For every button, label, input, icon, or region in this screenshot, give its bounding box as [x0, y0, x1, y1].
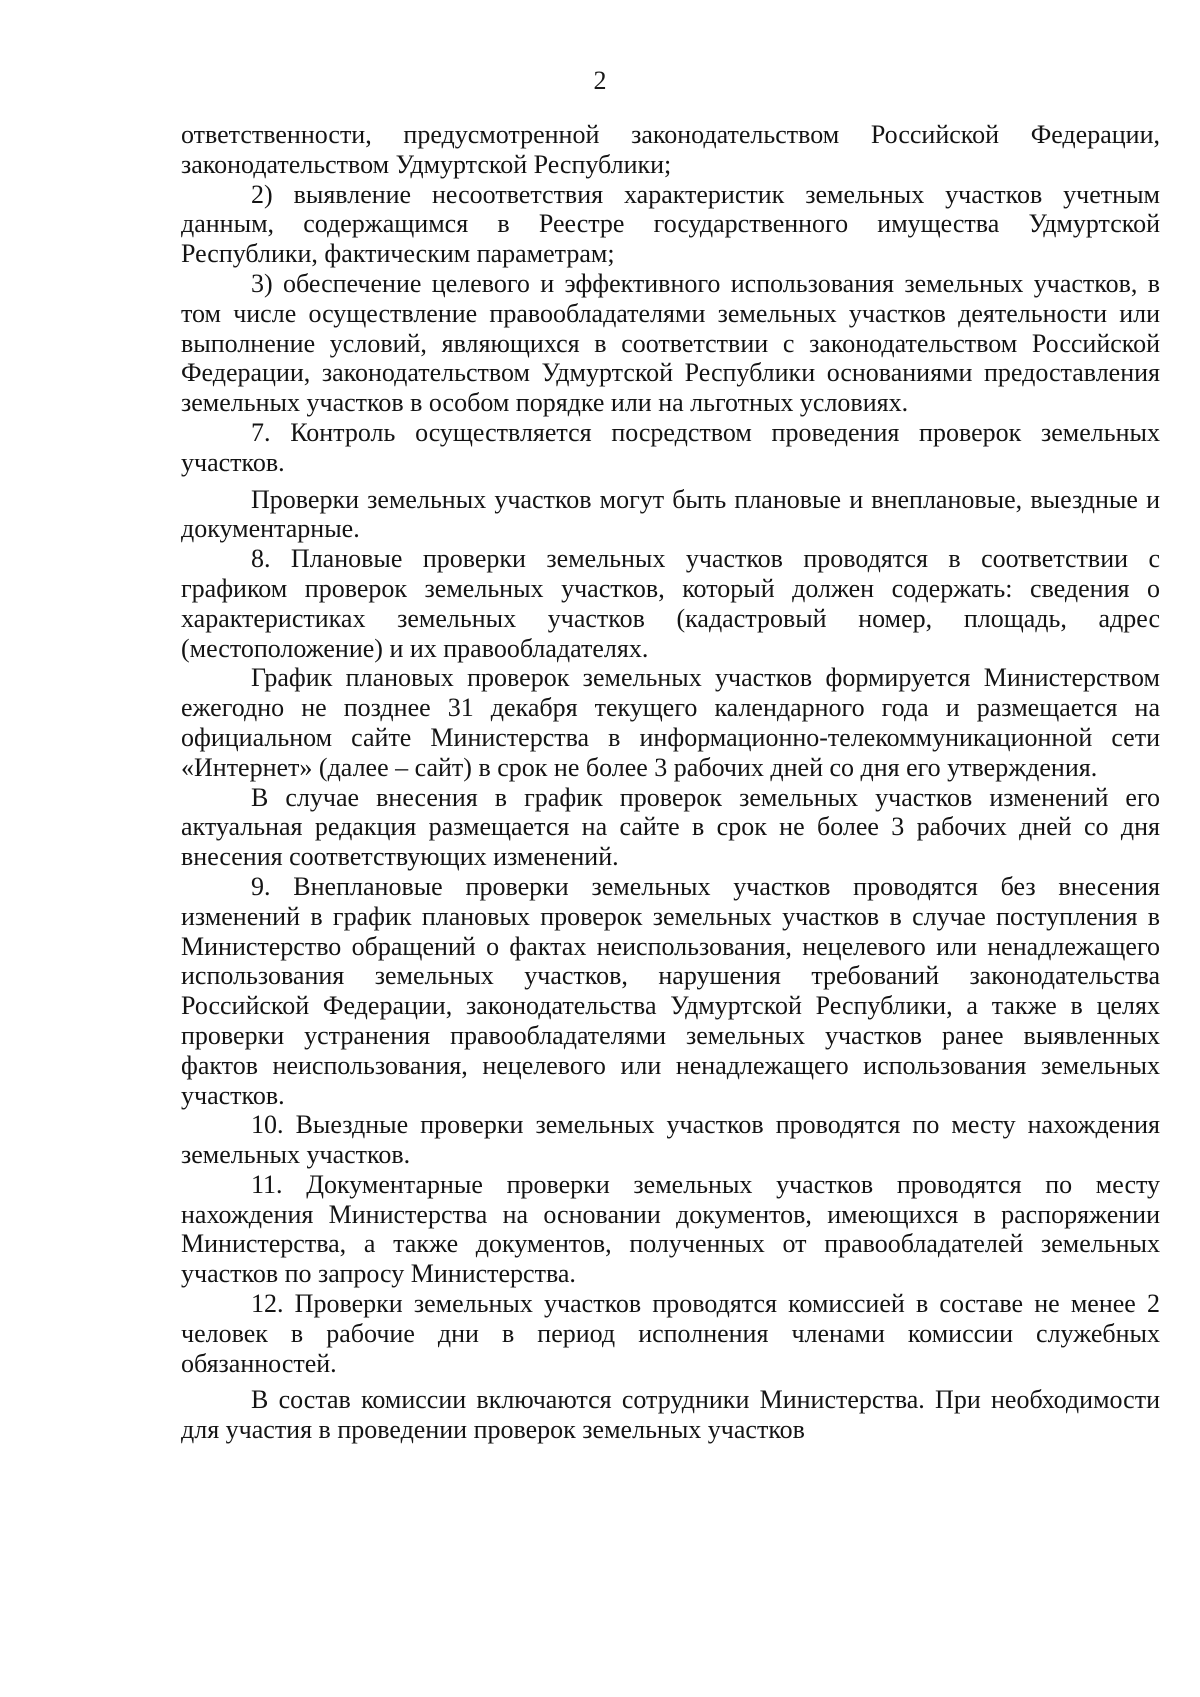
- page-number: 2: [593, 66, 607, 95]
- paragraph: Проверки земельных участков могут быть плановые и внеплановые, выездные и документарные.: [181, 484, 1160, 544]
- paragraph: 8. Плановые проверки земельных участков проводятся в соответствии с графиком проверок земельных участков, который должен содержать: сведения о характеристиках земельных участков (кадастровый номер, площадь, адрес (местоположение) и их правообладателях.: [181, 544, 1160, 663]
- paragraph: 7. Контроль осуществляется посредством проведения проверок земельных участков.: [181, 417, 1160, 477]
- paragraph: 10. Выездные проверки земельных участков проводятся по месту нахождения земельных участков.: [181, 1110, 1160, 1170]
- paragraph: В случае внесения в график проверок земельных участков изменений его актуальная редакция размещается на сайте в срок не более 3 рабочих дней со дня внесения соответствующих изменений.: [181, 782, 1160, 872]
- paragraph: В состав комиссии включаются сотрудники Министерства. При необходимости для участия в проведении проверок земельных участков: [181, 1385, 1160, 1445]
- document-body: [181, 120, 1160, 1445]
- paragraph: 12. Проверки земельных участков проводятся комиссией в составе не менее 2 человек в рабочие дни в период исполнения членами комиссии служебных обязанностей.: [181, 1289, 1160, 1378]
- paragraph: 11. Документарные проверки земельных участков проводятся по месту нахождения Министерства на основании документов, имеющихся в распоряжении Министерства, а также документов, полученных от правообладателей земельных участков по запросу Министерства.: [181, 1169, 1160, 1289]
- paragraph: ответственности, предусмотренной законодательством Российской Федерации, законодательством Удмуртской Республики;: [181, 120, 1160, 179]
- paragraph: 2) выявление несоответствия характеристик земельных участков учетным данным, содержащимся в Реестре государственного имущества Удмуртской Республики, фактическим параметрам;: [181, 179, 1160, 269]
- paragraph: 9. Внеплановые проверки земельных участков проводятся без внесения изменений в график плановых проверок земельных участков в случае поступления в Министерство обращений о фактах неиспользования, нецелевого или ненадлежащего использования земельных участков, нарушения требований законодательства Российской Федерации, законодательства Удмуртской Республики, а также в целях проверки устранения правообладателями земельных участков ранее выявленных фактов неиспользования, нецелевого или ненадлежащего использования земельных участков.: [181, 871, 1160, 1110]
- paragraph: 3) обеспечение целевого и эффективного использования земельных участков, в том числе осуществление правообладателями земельных участков деятельности или выполнение условий, являющихся в соответствии с законодательством Российской Федерации, законодательством Удмуртской Республики основаниями предоставления земельных участков в особом порядке или на льготных условиях.: [181, 268, 1160, 418]
- paragraph: График плановых проверок земельных участков формируется Министерством ежегодно не позднее 31 декабря текущего календарного года и размещается на официальном сайте Министерства в информационно-телекоммуникационной сети «Интернет» (далее – сайт) в срок не более 3 рабочих дней со дня его утверждения.: [181, 663, 1160, 782]
